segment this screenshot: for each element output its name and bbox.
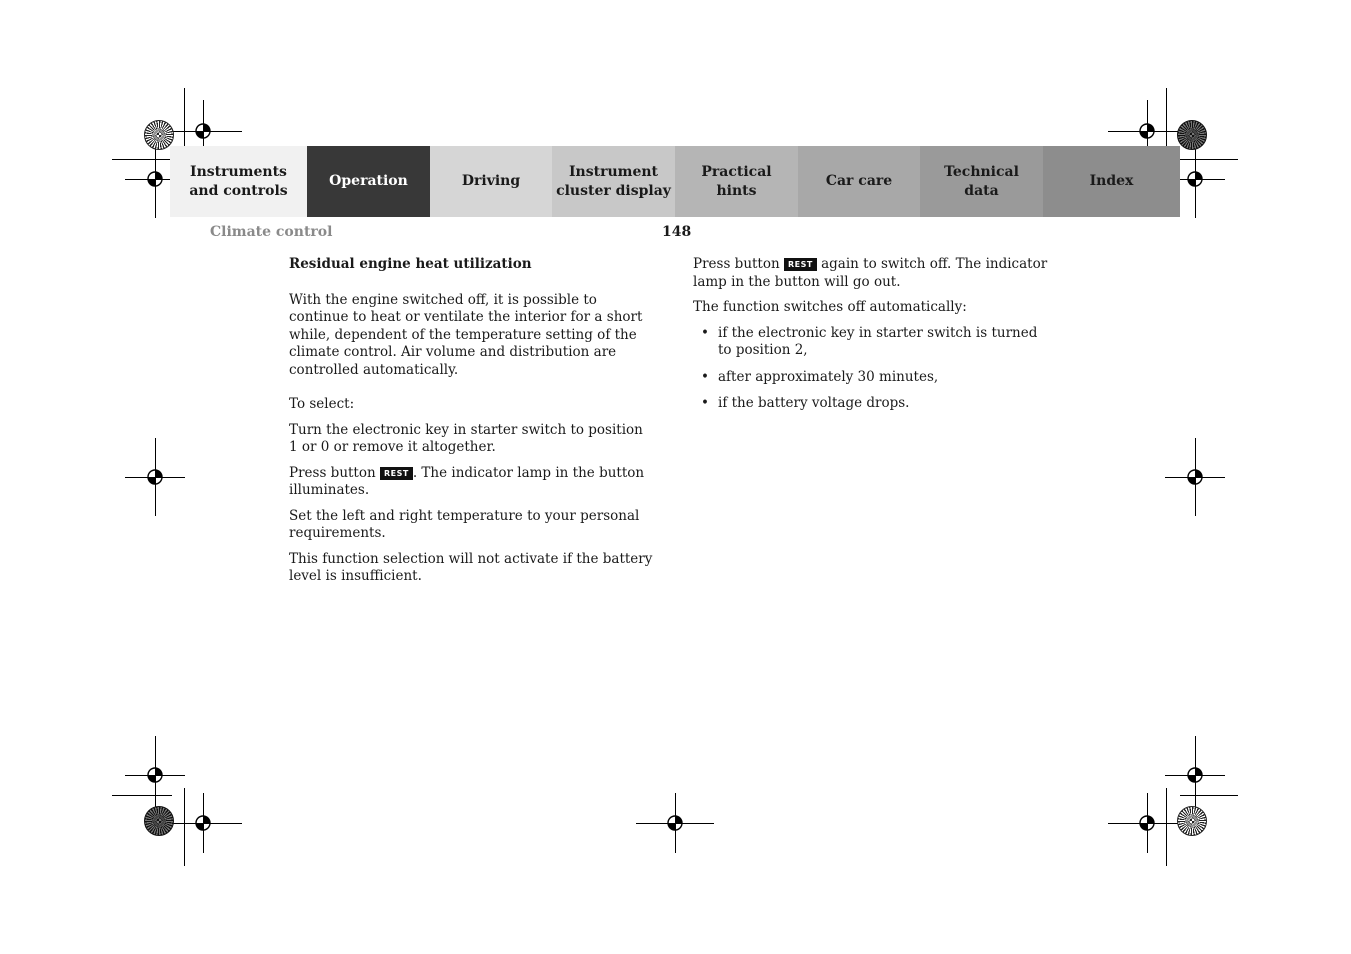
auto-off-list <box>693 325 1053 413</box>
registration-target-icon <box>187 115 219 147</box>
step-paragraph: Turn the electronic key in starter switch to position 1 or 0 or remove it altogether. <box>289 421 643 455</box>
to-select-label: To select: <box>289 396 355 412</box>
text-fragment: . The indicator lamp in the button illuminates. <box>289 464 645 498</box>
registration-target-icon <box>1131 115 1163 147</box>
registration-target-icon <box>1131 807 1163 839</box>
tab-instruments-and-controls[interactable]: Instruments and controls <box>170 146 307 217</box>
rest-button-icon: REST <box>784 258 817 271</box>
text-fragment: again to switch off. The indicator lamp in the button will go out. <box>693 256 1048 290</box>
tab-operation[interactable]: Operation <box>307 146 430 217</box>
registration-target-icon <box>187 807 219 839</box>
registration-target-icon <box>1179 163 1211 195</box>
registration-target-icon <box>139 461 171 493</box>
tab-technical-data[interactable]: Technical data <box>920 146 1043 217</box>
section-title: Climate control <box>210 224 333 240</box>
right-column <box>693 256 1053 413</box>
tab-index[interactable]: Index <box>1043 146 1180 217</box>
auto-off-paragraph: The function switches off automatically: <box>693 299 967 315</box>
registration-target-icon <box>1179 759 1211 791</box>
starburst-mark-icon <box>144 806 174 836</box>
registration-target-icon <box>139 163 171 195</box>
list-item: • if the electronic key in starter switch is turned to position 2, <box>693 325 1053 360</box>
tab-car-care[interactable]: Car care <box>798 146 920 217</box>
page-number: 148 <box>662 224 692 240</box>
tab-driving[interactable]: Driving <box>430 146 552 217</box>
tab-practical-hints[interactable]: Practical hints <box>675 146 798 217</box>
text-fragment: Press button <box>693 256 784 272</box>
rest-button-icon: REST <box>380 467 413 480</box>
step-paragraph <box>289 465 654 500</box>
starburst-mark-icon <box>1177 120 1207 150</box>
list-item: • after approximately 30 minutes, <box>693 369 1053 387</box>
note-paragraph: This function selection will not activate if the battery level is insufficient. <box>289 550 653 584</box>
registration-target-icon <box>139 759 171 791</box>
starburst-mark-icon <box>1177 806 1207 836</box>
intro-paragraph: With the engine switched off, it is possible to continue to heat or ventilate the interior for a short while, dependent of the temperature setting of the climate control. Air volume and distribution are controlled automatically. <box>289 291 643 378</box>
list-item: • if the battery voltage drops. <box>693 395 1053 413</box>
text-fragment: Press button <box>289 464 380 481</box>
switch-off-paragraph <box>693 256 1053 291</box>
tab-instrument-cluster-display[interactable]: Instrument cluster display <box>552 146 675 217</box>
step-paragraph: Set the left and right temperature to your personal requirements. <box>289 507 640 541</box>
chapter-nav <box>170 146 1180 217</box>
left-column <box>289 256 654 586</box>
registration-target-icon <box>1179 461 1211 493</box>
registration-target-icon <box>659 807 691 839</box>
section-heading: Residual engine heat utilization <box>289 256 532 272</box>
